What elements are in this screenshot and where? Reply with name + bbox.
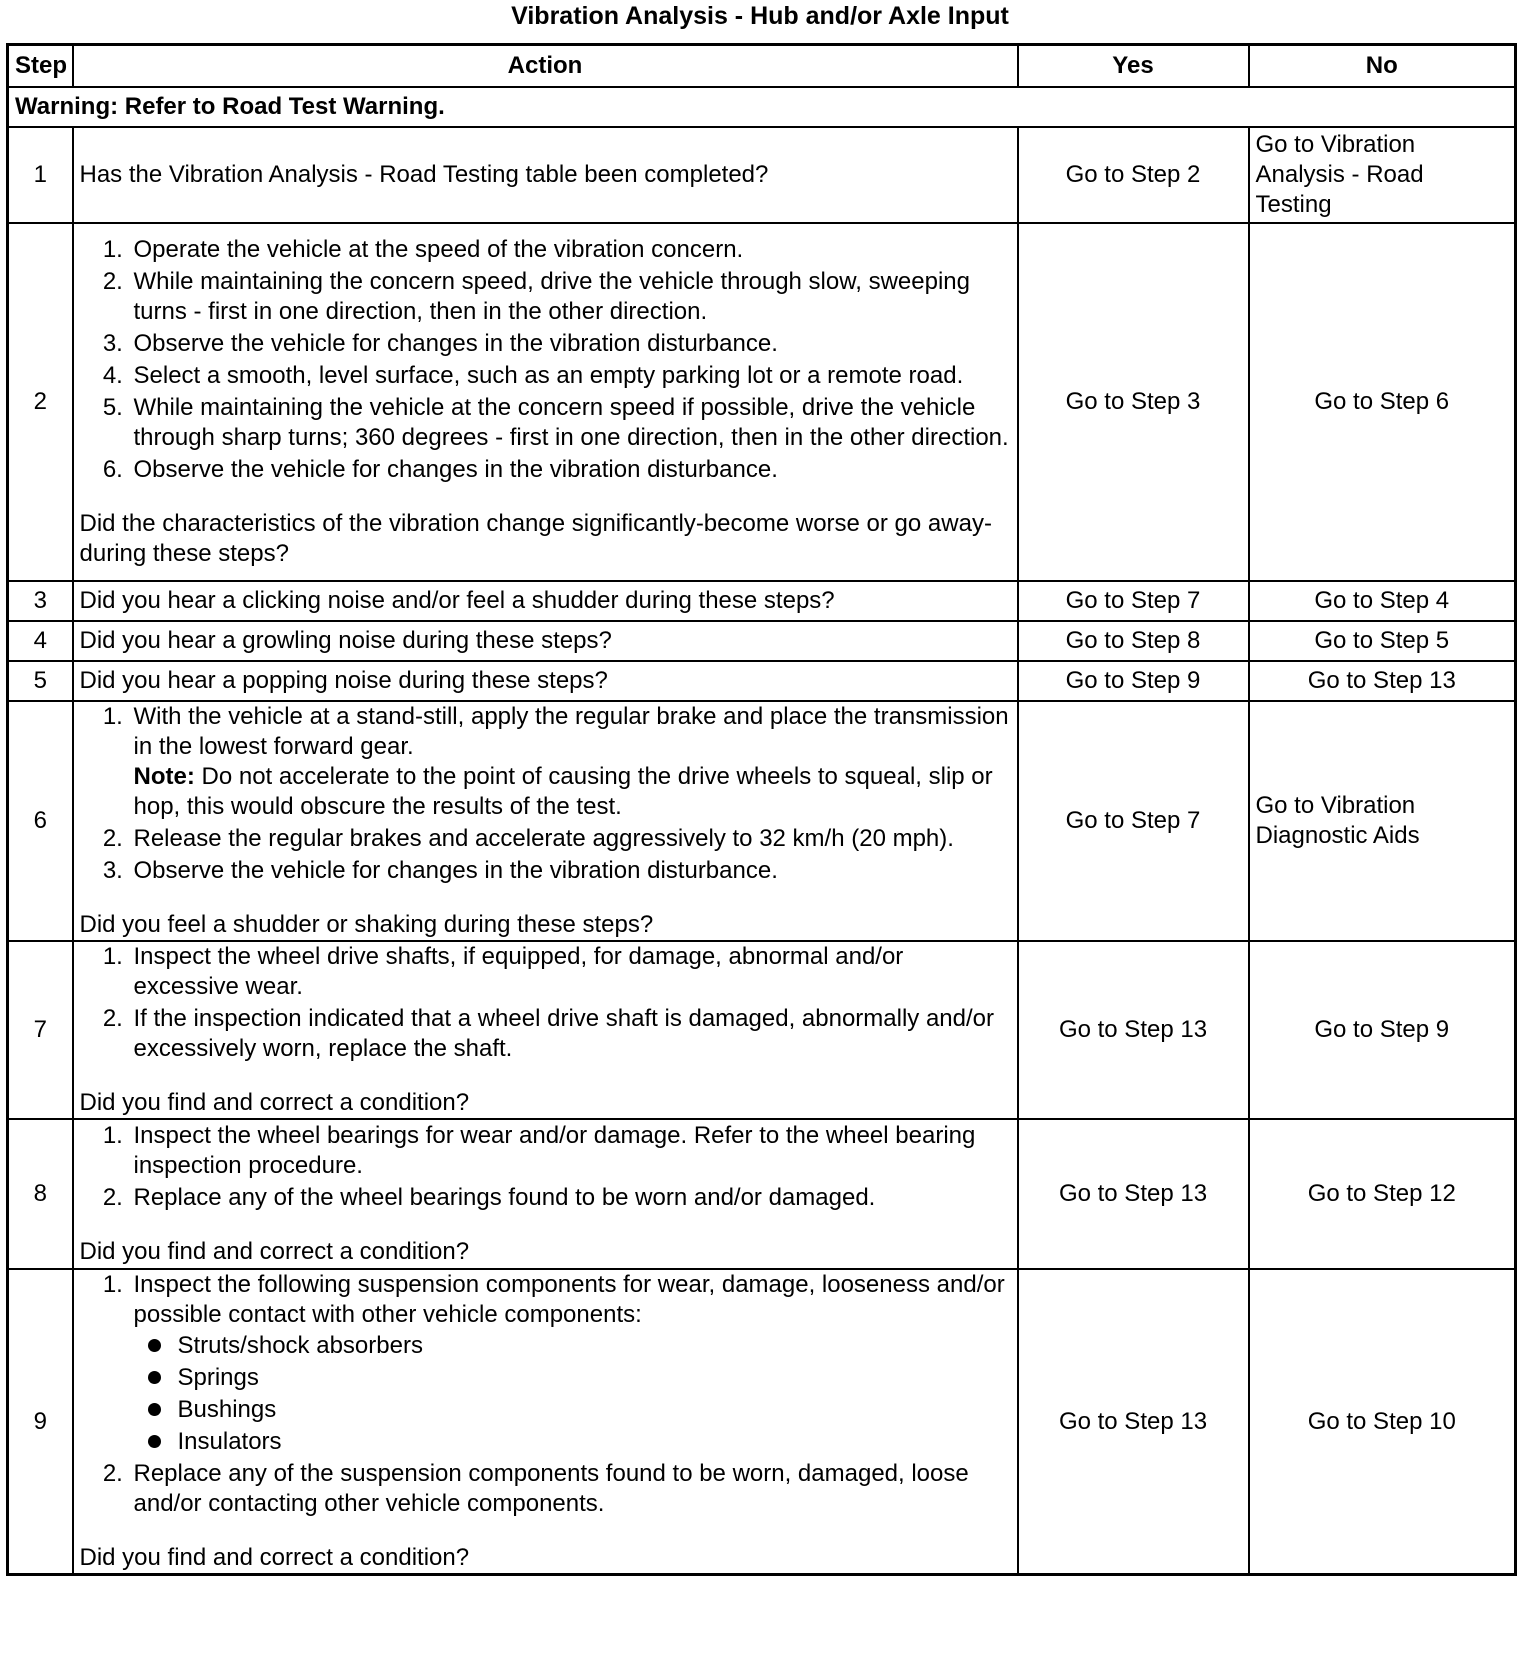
instruction-item: 3. Observe the vehicle for changes in the vibration disturbance. (130, 856, 1011, 886)
yes-cell: Go to Step 2 (1018, 127, 1249, 223)
table-row (8, 661, 1516, 701)
table-row (8, 127, 1516, 223)
step-number: 6 (8, 701, 73, 941)
instruction-item: 3. Observe the vehicle for changes in the vibration disturbance. (130, 329, 1011, 359)
step-number: 7 (8, 941, 73, 1119)
yes-cell: Go to Step 3 (1018, 223, 1249, 581)
no-cell: Go to Step 4 (1249, 581, 1516, 621)
table-row (8, 941, 1516, 1119)
step-number: 4 (8, 621, 73, 661)
yes-cell: Go to Step 8 (1018, 621, 1249, 661)
table-row (8, 621, 1516, 661)
table-row (8, 223, 1516, 581)
table-row (8, 1119, 1516, 1269)
action-cell (73, 127, 1018, 223)
note-label: Note: (133, 763, 195, 790)
instruction-item: 5. While maintaining the vehicle at the concern speed if possible, drive the vehicle through sharp turns; 360 degrees - first in one direction, then in the other direction. (130, 393, 1011, 453)
header-yes: Yes (1018, 45, 1249, 88)
road-test-warning: Warning: Refer to Road Test Warning. (8, 87, 1516, 127)
instruction-list (80, 702, 1011, 886)
instruction-item: 2. Replace any of the wheel bearings found to be worn and/or damaged. (130, 1183, 1011, 1213)
header-step: Step (8, 45, 73, 88)
warning-row (8, 87, 1516, 127)
question-text: Did you hear a clicking noise and/or feel a shudder during these steps? (73, 581, 1018, 621)
instruction-item: 1. Operate the vehicle at the speed of the vibration concern. (130, 235, 1011, 265)
yes-cell: Go to Step 7 (1018, 701, 1249, 941)
instruction-item: 2. Release the regular brakes and accelerate aggressively to 32 km/h (20 mph). (130, 824, 1011, 854)
header-no: No (1249, 45, 1516, 88)
no-cell: Go to Step 5 (1249, 621, 1516, 661)
component-item: Bushings (178, 1395, 1011, 1425)
diagnostic-table (6, 43, 1517, 1576)
instruction-item: 1. Inspect the wheel drive shafts, if equipped, for damage, abnormal and/or excessive wear. (130, 942, 1011, 1002)
instruction-list (80, 235, 1011, 485)
yes-cell: Go to Step 9 (1018, 661, 1249, 701)
component-item: Insulators (178, 1427, 1011, 1457)
step-number: 3 (8, 581, 73, 621)
bullet-icon (148, 1339, 161, 1352)
instruction-item: 6. Observe the vehicle for changes in the vibration disturbance. (130, 455, 1011, 485)
step-number: 5 (8, 661, 73, 701)
instruction-list (80, 942, 1011, 1064)
yes-cell: Go to Step 7 (1018, 581, 1249, 621)
component-item: Springs (178, 1363, 1011, 1393)
question-text: Has the Vibration Analysis - Road Testing table been completed? (79, 161, 769, 188)
question-text: Did you find and correct a condition? (79, 1089, 470, 1116)
step-number: 9 (8, 1269, 73, 1575)
no-cell: Go to Step 10 (1249, 1269, 1516, 1575)
no-line: Go to Vibration (1255, 792, 1416, 819)
instruction-item: 4. Select a smooth, level surface, such as an empty parking lot or a remote road. (130, 361, 1011, 391)
action-cell (73, 701, 1018, 941)
instruction-item: 2. While maintaining the concern speed, drive the vehicle through slow, sweeping turns - first in one direction, then in the other direction. (130, 267, 1011, 327)
no-line: Diagnostic Aids (1255, 822, 1420, 849)
component-item: Struts/shock absorbers (178, 1331, 1011, 1361)
step-number: 2 (8, 223, 73, 581)
no-cell (1249, 701, 1516, 941)
instruction-item: 2. If the inspection indicated that a wheel drive shaft is damaged, abnormally and/or excessively worn, replace the shaft. (130, 1004, 1011, 1064)
no-line: Testing (1255, 191, 1332, 218)
instruction-item: 1. Inspect the wheel bearings for wear and/or damage. Refer to the wheel bearing inspection procedure. (130, 1121, 1011, 1181)
component-list (134, 1331, 1011, 1457)
header-row (8, 45, 1516, 88)
yes-cell: Go to Step 13 (1018, 1119, 1249, 1269)
no-line: Analysis - Road (1255, 161, 1424, 188)
instruction-list (80, 1121, 1011, 1213)
question-text: Did you find and correct a condition? (79, 1544, 470, 1571)
question-text: Did you hear a popping noise during these steps? (73, 661, 1018, 701)
no-cell: Go to Step 13 (1249, 661, 1516, 701)
instruction-item: 2. Replace any of the suspension components found to be worn, damaged, loose and/or contacting other vehicle components. (130, 1459, 1011, 1519)
bullet-icon (148, 1371, 161, 1384)
action-cell (73, 941, 1018, 1119)
action-cell (73, 223, 1018, 581)
instruction-item (130, 702, 1011, 822)
table-row (8, 581, 1516, 621)
page-title: Vibration Analysis - Hub and/or Axle Input (511, 2, 1009, 30)
no-cell: Go to Step 12 (1249, 1119, 1516, 1269)
yes-cell: Go to Step 13 (1018, 941, 1249, 1119)
table-row (8, 1269, 1516, 1575)
no-cell: Go to Step 9 (1249, 941, 1516, 1119)
step-number: 8 (8, 1119, 73, 1269)
table-row (8, 701, 1516, 941)
bullet-icon (148, 1435, 161, 1448)
instruction-text: Inspect the following suspension components for wear, damage, looseness and/or possible contact with other vehicle components: (133, 1271, 1005, 1328)
no-cell (1249, 127, 1516, 223)
action-cell (73, 1119, 1018, 1269)
header-action: Action (73, 45, 1018, 88)
note-text: Do not accelerate to the point of causing the drive wheels to squeal, slip or hop, this would obscure the results of the test. (133, 763, 993, 820)
question-text: Did the characteristics of the vibration change significantly-become worse or go away-during these steps? (79, 510, 992, 567)
action-cell (73, 1269, 1018, 1575)
question-text: Did you find and correct a condition? (79, 1238, 470, 1265)
bullet-icon (148, 1403, 161, 1416)
question-text: Did you feel a shudder or shaking during these steps? (79, 911, 654, 938)
no-cell: Go to Step 6 (1249, 223, 1516, 581)
yes-cell: Go to Step 13 (1018, 1269, 1249, 1575)
instruction-text: With the vehicle at a stand-still, apply the regular brake and place the transmission in the lowest forward gear. (133, 703, 1009, 760)
instruction-list (80, 1270, 1011, 1519)
no-line: Go to Vibration (1255, 131, 1416, 158)
question-text: Did you hear a growling noise during these steps? (73, 621, 1018, 661)
step-number: 1 (8, 127, 73, 223)
instruction-item (130, 1270, 1011, 1457)
